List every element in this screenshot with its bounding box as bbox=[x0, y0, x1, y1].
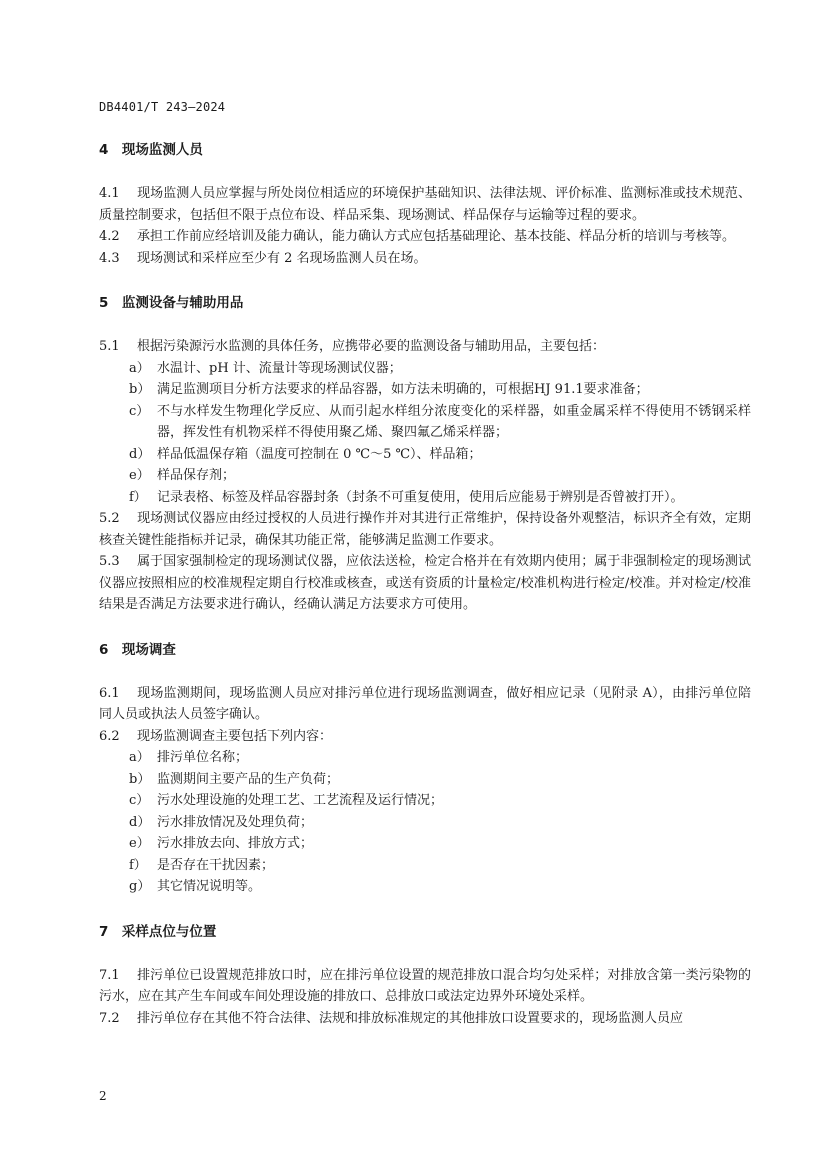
list-marker: e） bbox=[129, 468, 150, 483]
clause-7-1 bbox=[99, 965, 751, 1008]
list-item bbox=[99, 401, 751, 444]
clause-5-1 bbox=[99, 336, 751, 358]
list-marker: c） bbox=[129, 793, 150, 808]
list-item-text: 记录表格、标签及样品容器封条（封条不可重复使用，使用后应能易于辨别是否曾被打开）。 bbox=[157, 489, 684, 505]
page-number: 2 bbox=[99, 1089, 107, 1103]
list-marker: e） bbox=[129, 836, 150, 851]
clause-number: 7.2 bbox=[99, 1010, 120, 1026]
list-item-text: 污水排放情况及处理负荷； bbox=[157, 814, 314, 830]
clause-4-2 bbox=[99, 226, 751, 248]
clause-text: 现场测试仪器应由经过授权的人员进行操作并对其进行正常维护，保持设备外观整洁，标识齐全有效，定期核查关键性能指标并记录，确保其功能正常，能够满足监测工作要求。 bbox=[99, 511, 751, 548]
list-item-text: 样品保存剂； bbox=[157, 468, 236, 483]
clause-text: 承担工作前应经培训及能力确认，能力确认方式应包括基础理论、基本技能、样品分析的培训与考核等。 bbox=[137, 229, 736, 244]
document-code: DB4401/T 243—2024 bbox=[99, 100, 226, 114]
list-marker: c） bbox=[129, 403, 150, 419]
clause-text: 根据污染源污水监测的具体任务，应携带必要的监测设备与辅助用品，主要包括： bbox=[137, 339, 606, 354]
clause-6-2 bbox=[99, 726, 751, 748]
clause-number: 4.1 bbox=[99, 186, 120, 201]
clause-text: 属于国家强制检定的现场测试仪器，应依法送检，检定合格并在有效期内使用；属于非强制检定的现场测试仪器应按照相应的校准规程定期自行校准或核查，或送有资质的计量检定/校准机构进行检定/校准。并对检定/校准结果是否满足方法要求进行确认，经确认满足方法要求方可使用。 bbox=[99, 554, 751, 612]
list-item bbox=[99, 487, 751, 509]
list-item-text: 其它情况说明等。 bbox=[157, 879, 262, 894]
list-item bbox=[99, 812, 751, 834]
list-item-text: 污水排放去向、排放方式； bbox=[157, 836, 314, 851]
clause-number: 4.2 bbox=[99, 229, 120, 244]
clause-number: 5.1 bbox=[99, 339, 120, 354]
clause-text: 现场监测调查主要包括下列内容： bbox=[137, 728, 333, 744]
list-marker: f） bbox=[129, 489, 147, 505]
clause-5-3 bbox=[99, 551, 751, 616]
clause-4-3 bbox=[99, 248, 751, 270]
list-item-text: 不与水样发生物理化学反应、从而引起水样组分浓度变化的采样器，如重金属采样不得使用不锈钢采样器，挥发性有机物采样不得使用聚乙烯、聚四氟乙烯采样器； bbox=[157, 403, 751, 440]
clause-text: 现场测试和采样应至少有 2 名现场监测人员在场。 bbox=[137, 250, 427, 266]
clause-number: 5.3 bbox=[99, 554, 120, 569]
list-item-text: 是否存在干扰因素； bbox=[157, 857, 275, 873]
clause-number: 5.2 bbox=[99, 511, 120, 526]
list-item-text: 排污单位名称； bbox=[157, 750, 249, 765]
list-item bbox=[99, 876, 751, 898]
section-heading-6: 6 现场调查 bbox=[99, 641, 176, 658]
list-item-text: 污水处理设施的处理工艺、工艺流程及运行情况； bbox=[157, 793, 444, 808]
list-item bbox=[99, 379, 751, 401]
list-item bbox=[99, 769, 751, 791]
clause-text: 排污单位已设置规范排放口时，应在排污单位设置的规范排放口混合均匀处采样；对排放含第一类污染物的污水，应在其产生车间或车间处理设施的排放口、总排放口或法定边界外环境处采样。 bbox=[99, 967, 751, 1004]
section-heading-7: 7 采样点位与位置 bbox=[99, 923, 217, 940]
clause-text: 排污单位存在其他不符合法律、法规和排放标准规定的其他排放口设置要求的，现场监测人员应 bbox=[137, 1010, 684, 1026]
list-item bbox=[99, 790, 751, 812]
list-item bbox=[99, 358, 751, 380]
clause-text: 现场监测人员应掌握与所处岗位相适应的环境保护基础知识、法律法规、评价标准、监测标准或技术规范、质量控制要求，包括但不限于点位布设、样品采集、现场测试、样品保存与运输等过程的要求。 bbox=[99, 186, 751, 223]
clause-number: 6.2 bbox=[99, 728, 120, 744]
clause-7-2 bbox=[99, 1008, 751, 1030]
list-item bbox=[99, 747, 751, 769]
list-item bbox=[99, 855, 751, 877]
list-marker: b） bbox=[129, 382, 151, 397]
clause-5-2 bbox=[99, 508, 751, 551]
list-marker: a） bbox=[129, 750, 150, 765]
clause-number: 6.1 bbox=[99, 685, 120, 701]
list-item-text: 监测期间主要产品的生产负荷； bbox=[157, 771, 340, 787]
list-marker: f） bbox=[129, 857, 147, 873]
document-body bbox=[99, 138, 751, 1029]
list-item bbox=[99, 444, 751, 466]
clause-number: 7.1 bbox=[99, 967, 120, 983]
list-marker: g） bbox=[129, 879, 151, 894]
list-marker: a） bbox=[129, 360, 150, 376]
list-item bbox=[99, 465, 751, 487]
section-heading-5: 5 监测设备与辅助用品 bbox=[99, 295, 244, 311]
clause-4-1 bbox=[99, 183, 751, 226]
list-marker: d） bbox=[129, 446, 151, 462]
list-marker: b） bbox=[129, 771, 151, 787]
list-item-text: 样品低温保存箱（温度可控制在 0 ℃～5 ℃）、样品箱； bbox=[157, 446, 482, 462]
list-marker: d） bbox=[129, 814, 151, 830]
list-item bbox=[99, 833, 751, 855]
list-item-text: 水温计、pH 计、流量计等现场测试仪器； bbox=[157, 360, 402, 376]
list-item-text: 满足监测项目分析方法要求的样品容器，如方法未明确的，可根据HJ 91.1要求准备； bbox=[157, 382, 649, 397]
clause-text: 现场监测期间，现场监测人员应对排污单位进行现场监测调查，做好相应记录（见附录 A），由排污单位陪同人员或执法人员签字确认。 bbox=[99, 685, 751, 722]
clause-number: 4.3 bbox=[99, 250, 120, 266]
section-heading-4: 4 现场监测人员 bbox=[99, 142, 203, 158]
clause-6-1 bbox=[99, 683, 751, 726]
